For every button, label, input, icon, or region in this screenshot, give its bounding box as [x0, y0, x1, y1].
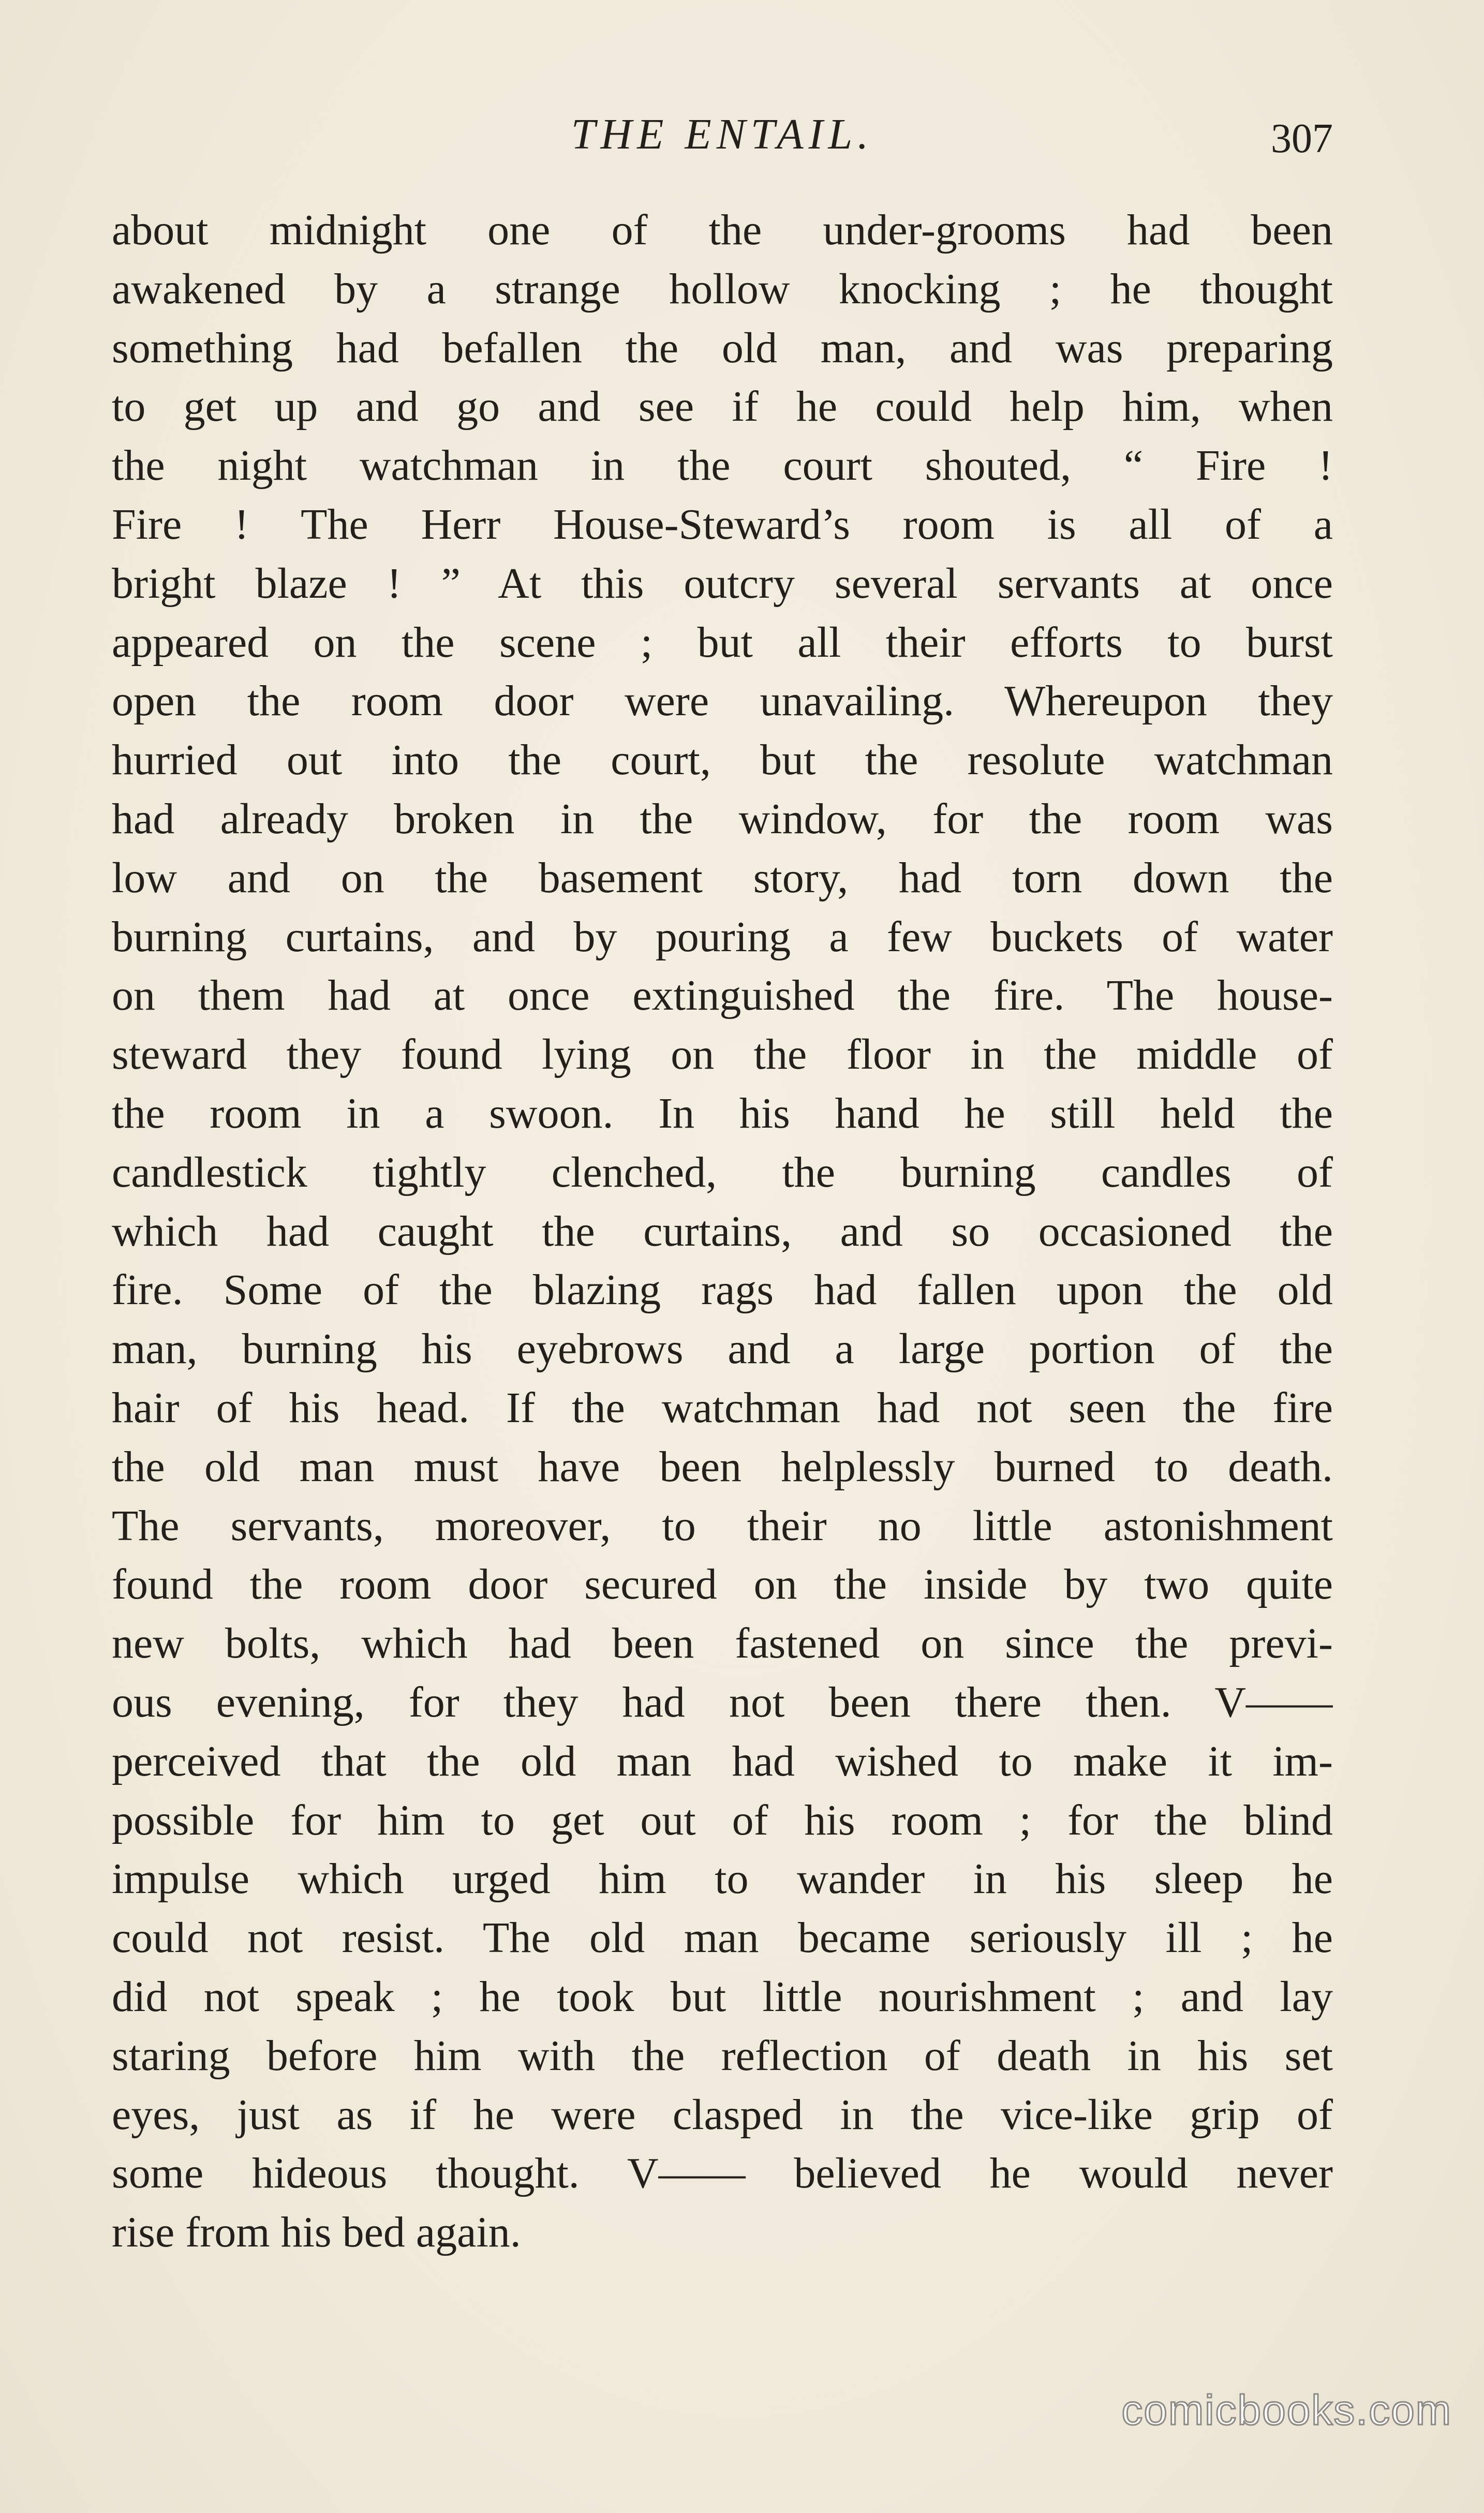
text-line: ous evening, for they had not been there then. V——: [112, 1678, 1333, 1726]
text-line: found the room door secured on the inside by two quite: [112, 1560, 1333, 1609]
text-line: staring before him with the reflection of death in his set: [112, 2031, 1333, 2080]
text-line: new bolts, which had been fastened on since the previ-: [112, 1619, 1333, 1668]
text-line: something had befallen the old man, and was preparing: [112, 323, 1333, 372]
text-line: the room in a swoon. In his hand he still held the: [112, 1089, 1333, 1137]
text-line: hair of his head. If the watchman had not seen the fire: [112, 1383, 1333, 1432]
text-line: open the room door were unavailing. Whereupon they: [112, 677, 1333, 726]
text-line: eyes, just as if he were clasped in the vice-like grip of: [112, 2090, 1333, 2139]
text-line: had already broken in the window, for the room was: [112, 794, 1333, 843]
text-line: possible for him to get out of his room ; for the blind: [112, 1796, 1333, 1844]
text-line: fire. Some of the blazing rags had fallen upon the old: [112, 1266, 1333, 1314]
text-line: the old man must have been helplessly burned to death.: [112, 1442, 1333, 1491]
text-line: The servants, moreover, to their no little astonishment: [112, 1501, 1333, 1550]
text-line: man, burning his eyebrows and a large portion of the: [112, 1325, 1333, 1373]
text-line: did not speak ; he took but little nourishment ; and lay: [112, 1972, 1333, 2021]
text-line: appeared on the scene ; but all their efforts to burst: [112, 618, 1333, 667]
text-line: some hideous thought. V—— believed he would never: [112, 2149, 1333, 2198]
watermark: comicbooks.com: [1121, 2387, 1452, 2434]
text-line: candlestick tightly clenched, the burning candles of: [112, 1148, 1333, 1196]
text-line: low and on the basement story, had torn down the: [112, 853, 1333, 902]
text-line: Fire ! The Herr House-Steward’s room is all of a: [112, 500, 1333, 549]
text-line-last: rise from his bed again.: [112, 2208, 521, 2257]
body-text: [112, 201, 1333, 2262]
text-line: which had caught the curtains, and so occasioned the: [112, 1207, 1333, 1255]
text-line: burning curtains, and by pouring a few buckets of water: [112, 912, 1333, 961]
text-line: could not resist. The old man became seriously ill ; he: [112, 1914, 1333, 1962]
text-line: hurried out into the court, but the resolute watchman: [112, 736, 1333, 785]
running-title: THE ENTAIL.: [571, 110, 874, 158]
text-line: on them had at once extinguished the fire. The house-: [112, 971, 1333, 1020]
running-head: [112, 104, 1333, 166]
page-number: 307: [1271, 116, 1333, 161]
text-line: about midnight one of the under-grooms had been: [112, 206, 1333, 254]
text-line: perceived that the old man had wished to make it im-: [112, 1737, 1333, 1785]
text-line: the night watchman in the court shouted, “ Fire !: [112, 441, 1333, 490]
text-line: bright blaze ! ” At this outcry several servants at once: [112, 559, 1333, 608]
text-line: awakened by a strange hollow knocking ; he thought: [112, 264, 1333, 313]
text-line: steward they found lying on the floor in the middle of: [112, 1030, 1333, 1079]
text-line: to get up and go and see if he could help him, when: [112, 382, 1333, 431]
text-line: impulse which urged him to wander in his sleep he: [112, 1855, 1333, 1903]
